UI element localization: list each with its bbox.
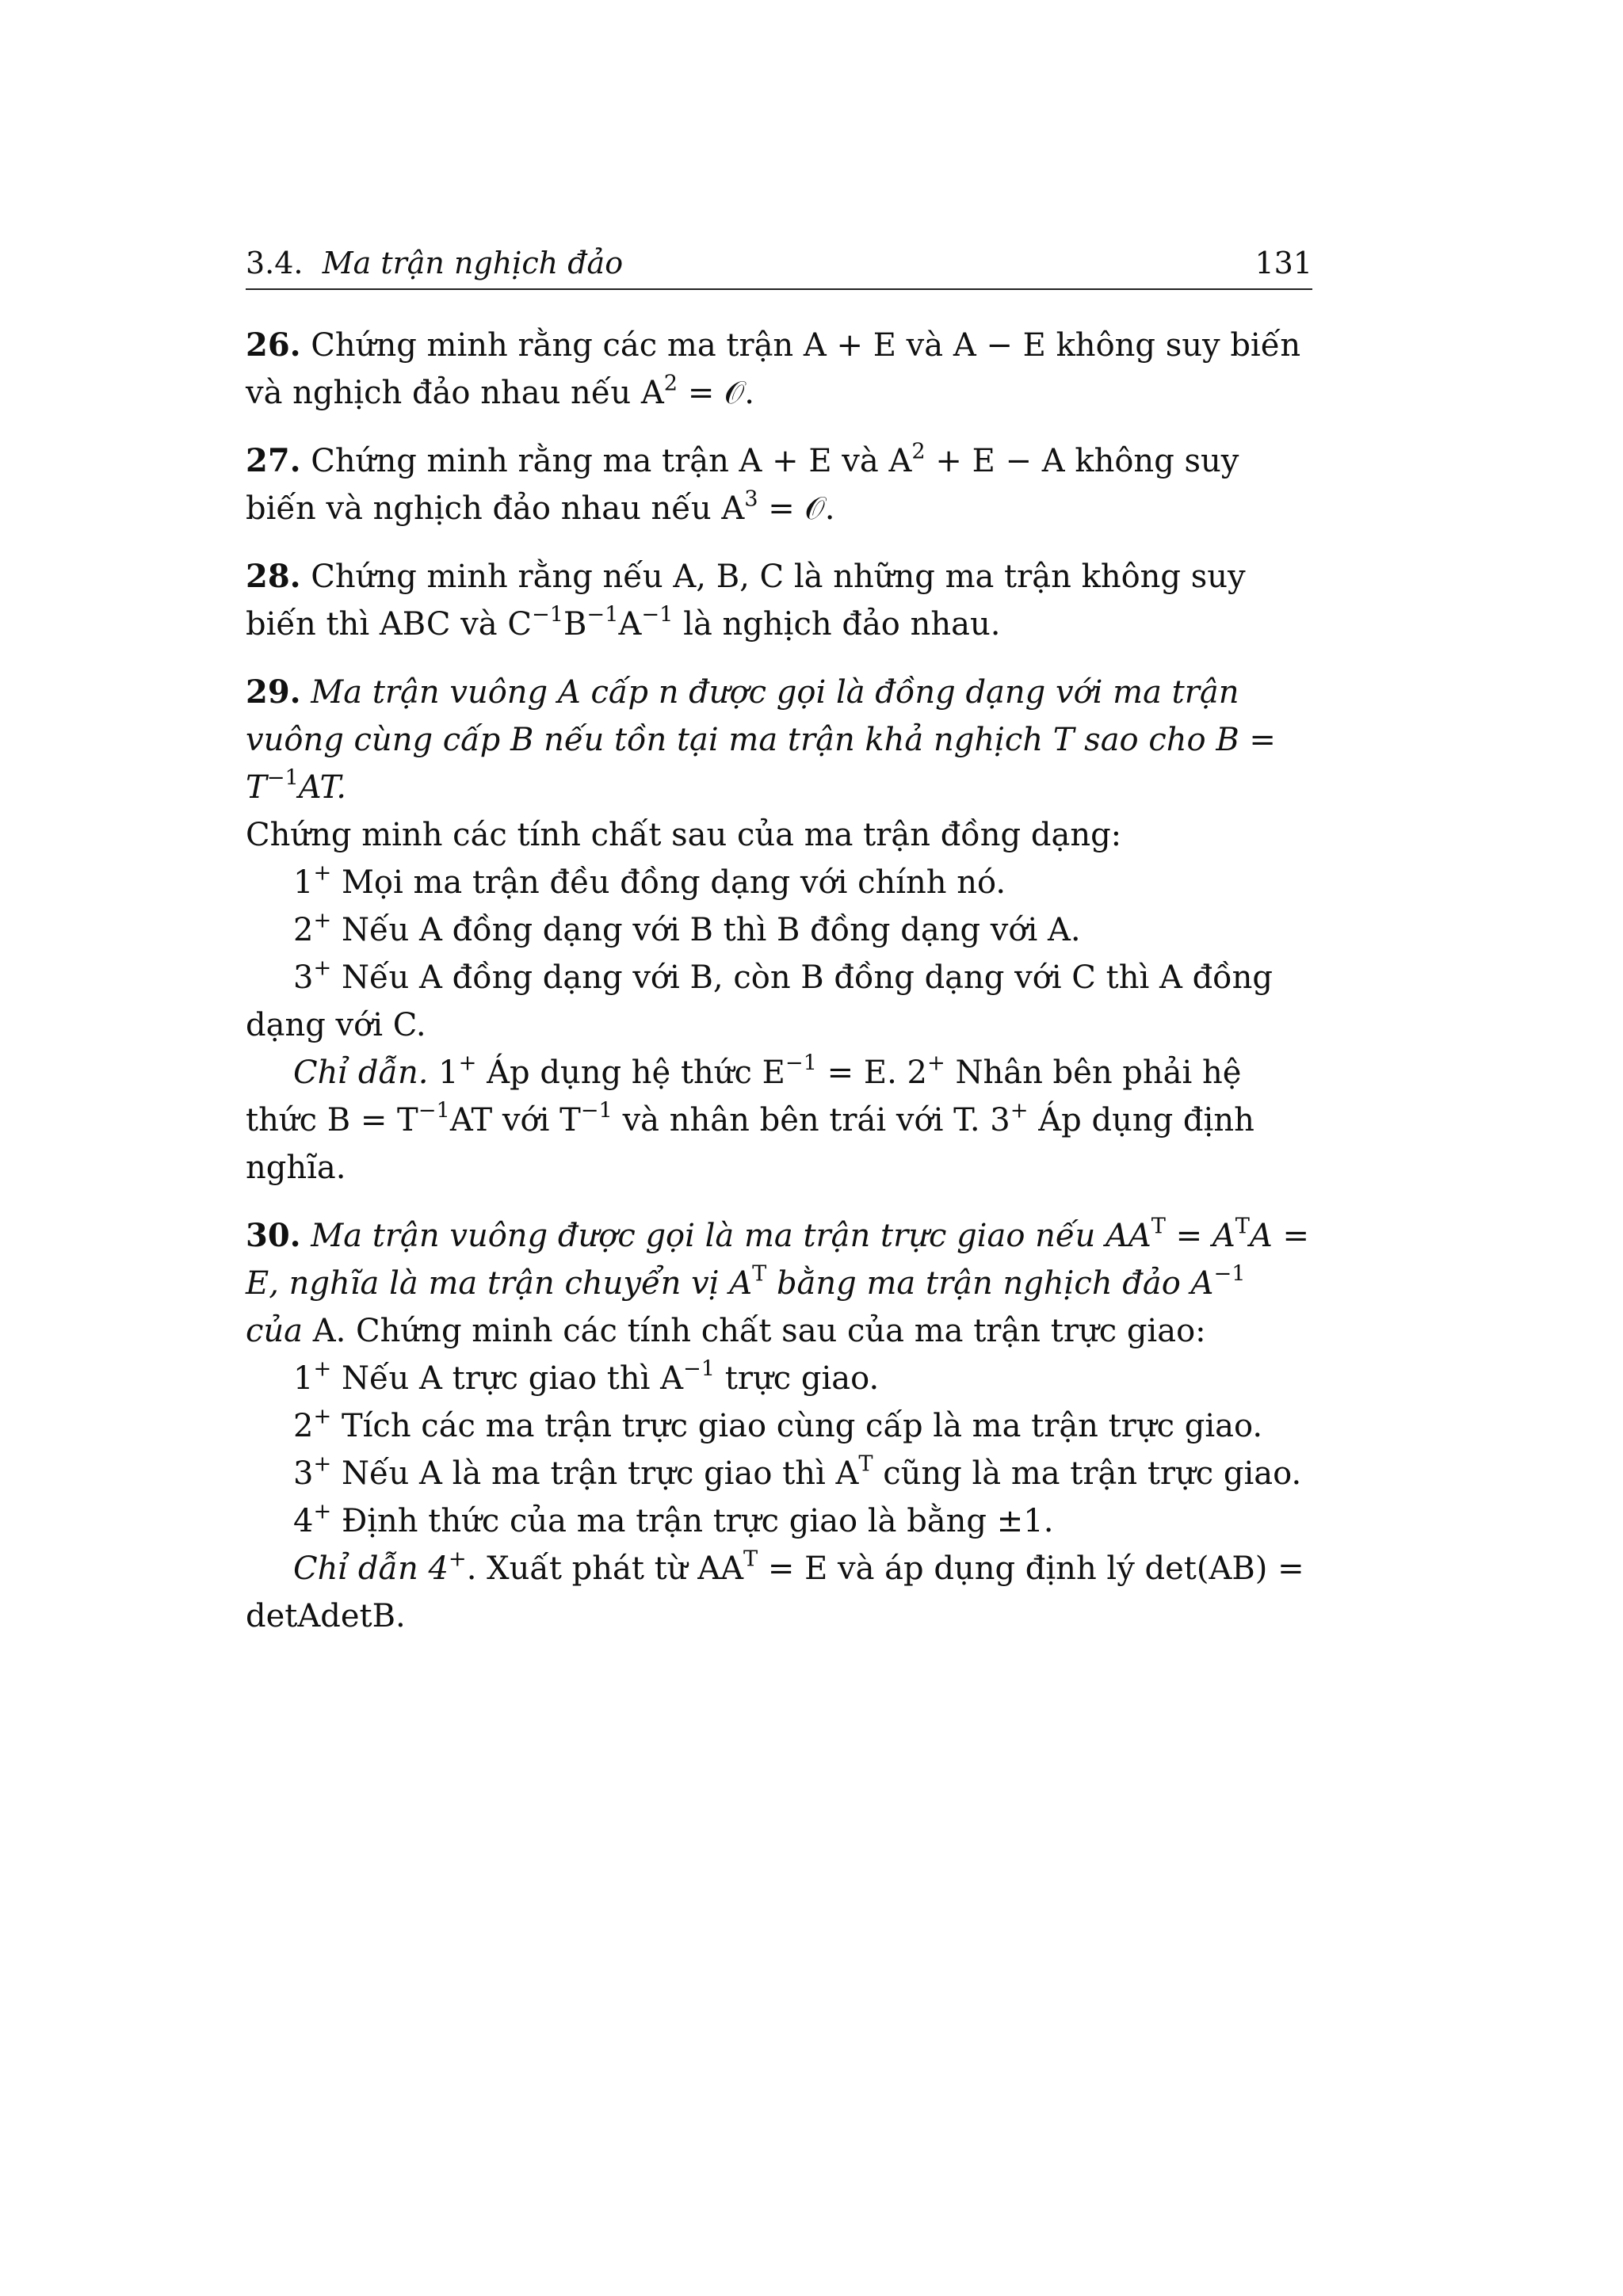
exercise-29-item-1: 1+ Mọi ma trận đều đồng dạng với chính nó. — [293, 860, 1006, 901]
exercise-30-hint: Chỉ dẫn 4+. Xuất phát từ $AA^T = E$ và áp dụng định lý det(AB) = detAdetB. — [246, 1547, 1304, 1634]
exercise-number: 26. — [246, 326, 301, 364]
exercise-26 — [246, 322, 1312, 417]
hint-label: Chỉ dẫn. — [293, 1055, 429, 1091]
exercise-number: 28. — [246, 558, 301, 595]
exercise-30-item-2: 2+ Tích các ma trận trực giao cùng cấp là ma trận trực giao. — [293, 1404, 1263, 1444]
exercise-26-text: 26. Chứng minh rằng các ma trận A + E và A − E không suy biến và nghịch đảo nhau nếu $A^2$ = 𝒪. — [246, 326, 1301, 411]
exercise-number: 27. — [246, 442, 301, 479]
exercise-30-item-1: 1+ Nếu A trực giao thì $A^{-1}$ trực giao. — [293, 1356, 880, 1397]
exercise-30-definition: 30. Ma trận vuông được gọi là ma trận trực giao nếu $AA^T = A^TA = E$, nghĩa là ma trận chuyển vị $A^T$ bằng ma trận nghịch đảo $A^{-1}$ của A. Chứng minh các tính chất sau của ma trận trực giao: — [246, 1214, 1309, 1349]
exercise-29 — [246, 669, 1312, 1192]
exercise-29-item-2: 2+ Nếu A đồng dạng với B thì B đồng dạng với A. — [293, 908, 1081, 948]
page-number: 131 — [1254, 246, 1312, 280]
exercise-28-text: 28. Chứng minh rằng nếu A, B, C là những ma trận không suy biến thì ABC và $C^{-1}B^{-1}A^{-1}$ là nghịch đảo nhau. — [246, 558, 1246, 643]
exercise-29-hint: Chỉ dẫn. 1+ Áp dụng hệ thức $E^{-1} = E$. 2+ Nhân bên phải hệ thức $B = T^{-1}AT$ với $T^{-1}$ và nhân bên trái với T. 3+ Áp dụng định nghĩa. — [246, 1051, 1254, 1186]
page — [246, 246, 1312, 1661]
exercise-30-item-4: 4+ Định thức của ma trận trực giao là bằng ±1. — [293, 1499, 1054, 1539]
exercise-28 — [246, 553, 1312, 648]
exercise-number: 29. — [246, 673, 301, 711]
exercise-29-intro: Chứng minh các tính chất sau của ma trận đồng dạng: — [246, 817, 1122, 853]
running-header — [246, 246, 1312, 290]
section-title: Ma trận nghịch đảo — [322, 246, 624, 280]
exercise-number: 30. — [246, 1217, 301, 1254]
section-heading — [246, 246, 623, 280]
exercise-27-text: 27. Chứng minh rằng ma trận A + E và $A^2 + E - A$ không suy biến và nghịch đảo nhau nếu $A^3$ = 𝒪. — [246, 439, 1239, 527]
hint-label: Chỉ dẫn 4 — [293, 1550, 449, 1587]
exercise-27 — [246, 437, 1312, 532]
exercise-29-item-3: 3+ Nếu A đồng dạng với B, còn B đồng dạng với C thì A đồng dạng với C. — [246, 955, 1274, 1043]
section-number: 3.4. — [246, 246, 304, 280]
exercise-30-item-3: 3+ Nếu A là ma trận trực giao thì $A^T$ cũng là ma trận trực giao. — [293, 1451, 1302, 1492]
exercise-list — [246, 322, 1312, 1640]
exercise-30 — [246, 1212, 1312, 1640]
exercise-29-definition: 29. Ma trận vuông A cấp n được gọi là đồng dạng với ma trận vuông cùng cấp B nếu tồn tại ma trận khả nghịch T sao cho $B = T^{-1}AT$. — [246, 673, 1276, 806]
